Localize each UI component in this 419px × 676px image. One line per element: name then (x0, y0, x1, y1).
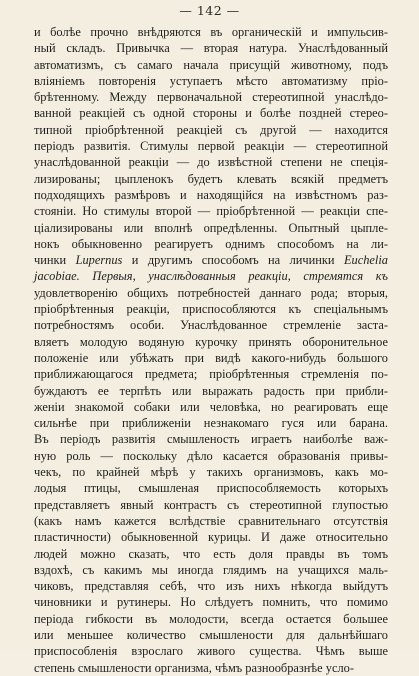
text-line: ную роль — поскольку дѣло касается образованія привы- (34, 448, 388, 463)
text-line: представляетъ явный контрастъ съ стереотипной глупостью (34, 497, 388, 512)
text-line: положеніе или убѣжать при видѣ какого-нибудь большого (34, 350, 388, 365)
page-number: — 142 — (179, 3, 240, 18)
text-line: чекъ, по крайней мѣрѣ у такихъ организмовъ, какъ мо- (34, 465, 388, 480)
text-line: автоматизмъ, съ самаго начала присущій животному, подъ (34, 57, 388, 72)
text-line: чиковъ, представляя себѣ, что изъ нихъ нѣкогда выйдутъ (34, 579, 388, 594)
text-line: ванной реакціей съ одной стороны и болѣе поздней стерео- (34, 106, 388, 121)
text-line: пріобрѣтенныя реакціи, приспособляются къ спеціальнымъ (34, 302, 388, 317)
text-line: вздохѣ, съ какимъ мы иногда глядимъ на учащихся маль- (34, 562, 388, 577)
text-line: приспособленія взрослаго живого существа. Чѣмъ выше (34, 644, 388, 659)
text-line: періода гибкости въ молодости, всегда остается большее (34, 611, 388, 626)
text-line: ный складъ. Привычка — вторая натура. Унаслѣдованный (34, 41, 388, 56)
text-line: (какъ намъ кажется вслѣдствіе сравнительнаго отсутствія (34, 513, 388, 528)
text-line: сильнѣе при приближеніи незнакомаго гуся или барана. (34, 416, 388, 431)
text-fragment: чинки (34, 253, 76, 268)
text-line: нокъ обыкновенно реагируетъ однимъ способомъ на ли- (34, 236, 388, 251)
italic-term: jacobiae. Первыя, унаслѣдованныя реакціи, стремятся къ (34, 269, 388, 284)
text-fragment: и другимъ способомъ на личинки (122, 253, 344, 268)
text-line: удовлетворенію общихъ потребностей даннаго рода; вторыя, (34, 285, 388, 300)
text-line: или меньшее количество смышлености для дальнѣйшаго (34, 627, 388, 642)
text-line: подходящихъ размѣровъ и находящійся на извѣстномъ раз- (34, 187, 388, 202)
text-line: приближающагося предмета; пріобрѣтенныя стремленія по- (34, 367, 388, 382)
text-line: степень смышлености организма, чѣмъ разнообразнѣе усло- (34, 660, 354, 675)
text-line: женіи знакомой собаки или человѣка, но реагировать еще (34, 399, 388, 414)
text-line: періодъ развитія. Стимулы первой реакціи — стереотипной (34, 139, 388, 154)
text-line: пластичности) обыкновенной курицы. И даже относительно (34, 530, 388, 545)
text-line: типной пріобрѣтенной реакціей съ другой — находится (34, 122, 388, 137)
text-line-mixed (34, 252, 388, 268)
text-line: брѣтенному. Между первоначальной стереотипной унаслѣдо- (34, 90, 388, 105)
text-line: ціализированы или вполнѣ опредѣленны. Опытный цыпле- (34, 220, 388, 235)
text-line: унаслѣдованной реакціи — до извѣстной степени не спеція- (34, 155, 388, 170)
text-line: Въ періодъ развитія смышленость играетъ наиболѣе важ- (34, 432, 388, 447)
text-line: чиновники и рутинеры. Но слѣдуетъ помнить, что помимо (34, 595, 388, 610)
text-line: лодыя птицы, смышленая приспособляемость которыхъ (34, 481, 388, 496)
text-line: буждаютъ ее терпѣть или выражать радость при прибли- (34, 383, 388, 398)
italic-term: Euchelia (343, 253, 388, 268)
italic-term: Lupernus (75, 253, 123, 268)
text-line: людей можно сказать, что есть доля правды въ томъ (34, 546, 388, 561)
text-line (34, 268, 388, 284)
text-line: потребностямъ особи. Унаслѣдованное стремленіе заста- (34, 318, 388, 333)
text-line: стояніи. Но стимулы второй — пріобрѣтенной — реакціи спе- (34, 204, 388, 219)
text-line: вліяніемъ повторенія уступаетъ мѣсто автоматизму пріо- (34, 73, 388, 88)
text-body (34, 24, 388, 676)
text-line: лизированы; цыпленокъ будетъ клевать всякій предметъ (34, 171, 388, 186)
text-line: и болѣе прочно внѣдряются въ органическій и импульсив- (34, 25, 388, 39)
text-line: вляетъ молодую водяную курочку принять оборонительное (34, 334, 388, 349)
